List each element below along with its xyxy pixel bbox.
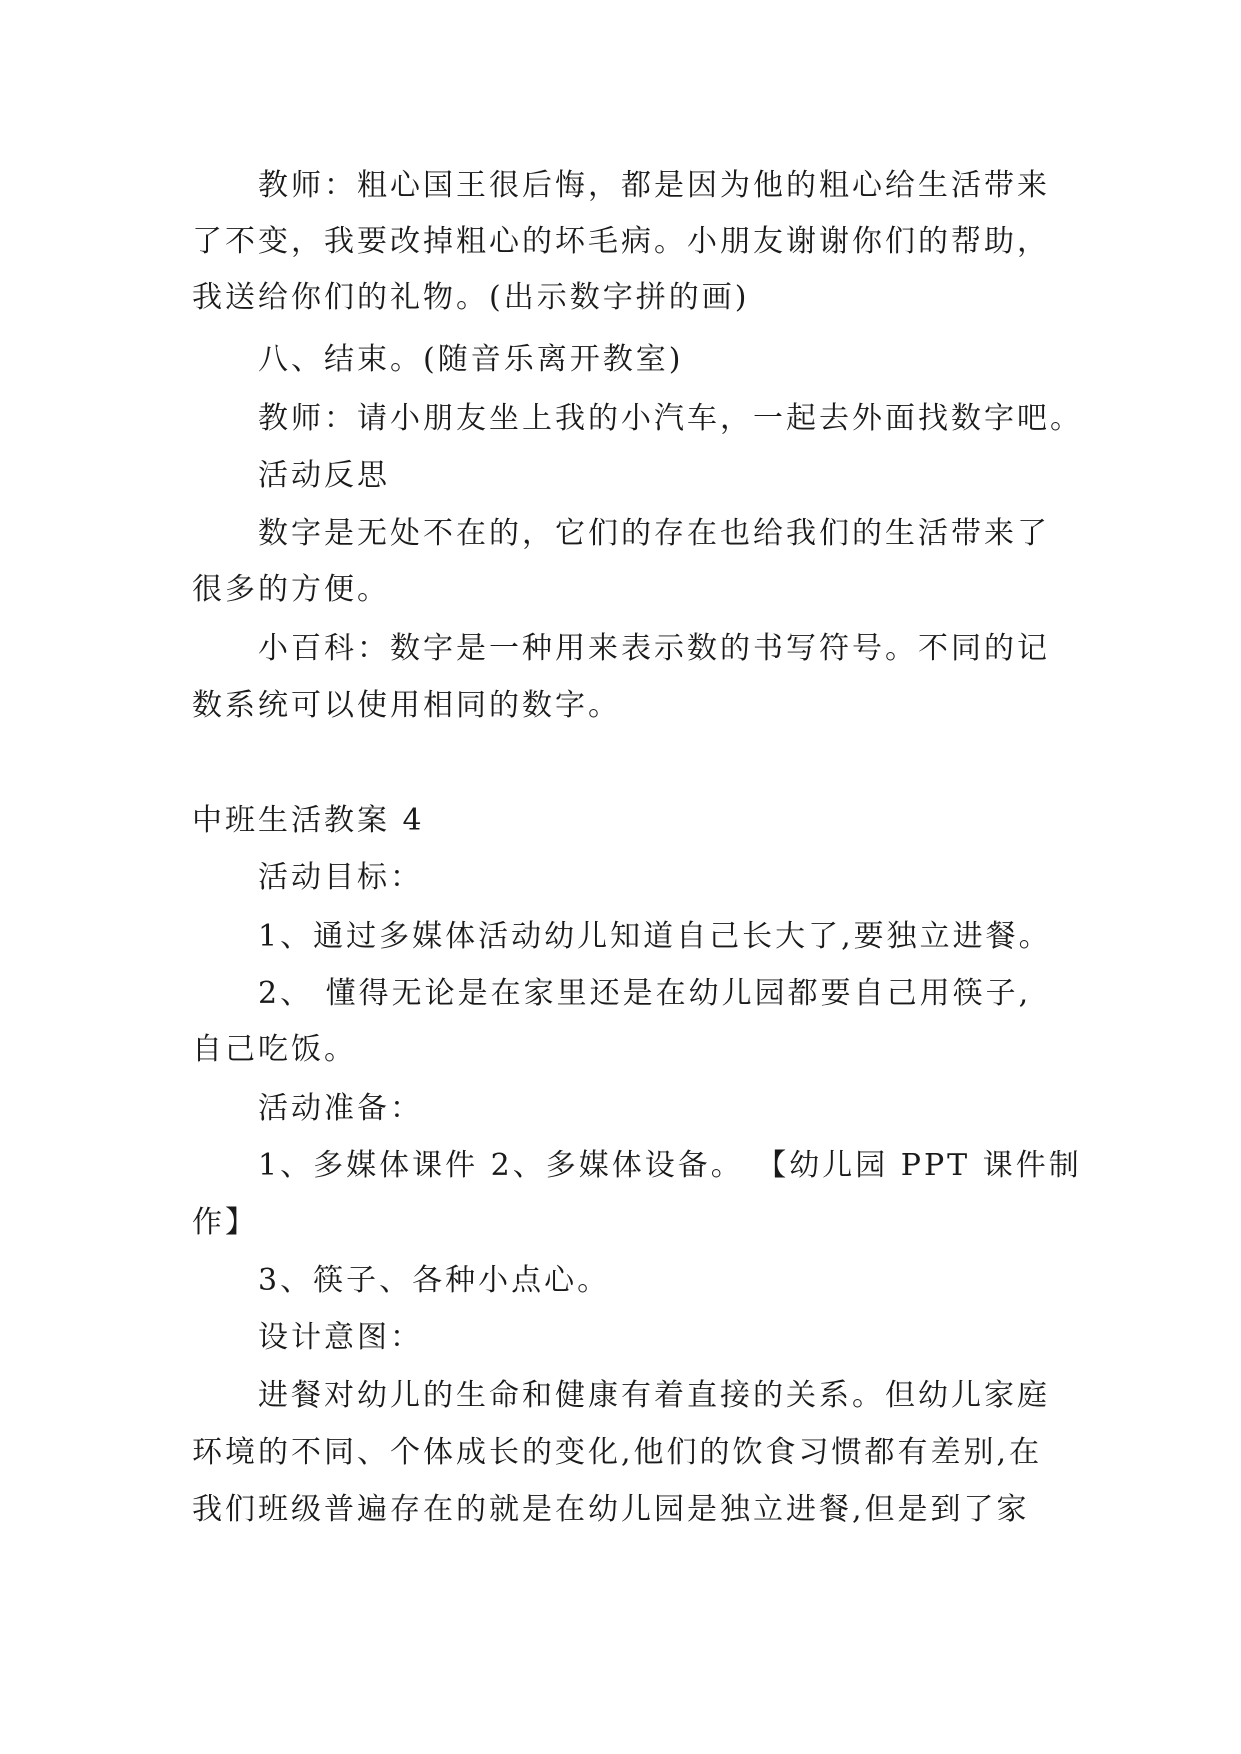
paragraph-line: 数字是无处不在的，它们的存在也给我们的生活带来了 bbox=[258, 516, 1050, 551]
paragraph-line: 数系统可以使用相同的数字。 bbox=[192, 688, 621, 723]
paragraph-line: 活动反思 bbox=[258, 458, 390, 493]
paragraph-line: 教师：请小朋友坐上我的小汽车，一起去外面找数字吧。 bbox=[258, 401, 1083, 436]
paragraph-line: 进餐对幼儿的生命和健康有着直接的关系。但幼儿家庭 bbox=[258, 1378, 1050, 1413]
paragraph-line: 1、通过多媒体活动幼儿知道自己长大了,要独立进餐。 bbox=[258, 919, 1052, 954]
paragraph-line: 2、 懂得无论是在家里还是在幼儿园都要自己用筷子, bbox=[258, 976, 1032, 1011]
paragraph-line: 教师：粗心国王很后悔，都是因为他的粗心给生活带来 bbox=[258, 168, 1050, 203]
paragraph-line: 自己吃饭。 bbox=[192, 1032, 357, 1067]
paragraph-line: 小百科：数字是一种用来表示数的书写符号。不同的记 bbox=[258, 631, 1050, 666]
paragraph-line: 活动准备： bbox=[258, 1091, 423, 1126]
section-heading: 中班生活教案 4 bbox=[192, 803, 425, 838]
paragraph-line: 3、筷子、各种小点心。 bbox=[258, 1263, 611, 1298]
paragraph-line: 很多的方便。 bbox=[192, 572, 390, 607]
paragraph-line: 八、结束。(随音乐离开教室) bbox=[258, 342, 684, 377]
paragraph-line: 作】 bbox=[192, 1205, 258, 1240]
paragraph-line: 1、多媒体课件 2、多媒体设备。 【幼儿园 PPT 课件制 bbox=[258, 1148, 1082, 1183]
paragraph-line: 我们班级普遍存在的就是在幼儿园是独立进餐,但是到了家 bbox=[192, 1492, 1030, 1527]
paragraph-line: 活动目标： bbox=[258, 860, 423, 895]
paragraph-line: 设计意图： bbox=[258, 1320, 423, 1355]
paragraph-line: 了不变，我要改掉粗心的坏毛病。小朋友谢谢你们的帮助， bbox=[192, 224, 1050, 259]
paragraph-line: 环境的不同、个体成长的变化,他们的饮食习惯都有差别,在 bbox=[192, 1435, 1043, 1470]
paragraph-line: 我送给你们的礼物。(出示数字拼的画) bbox=[192, 280, 750, 315]
